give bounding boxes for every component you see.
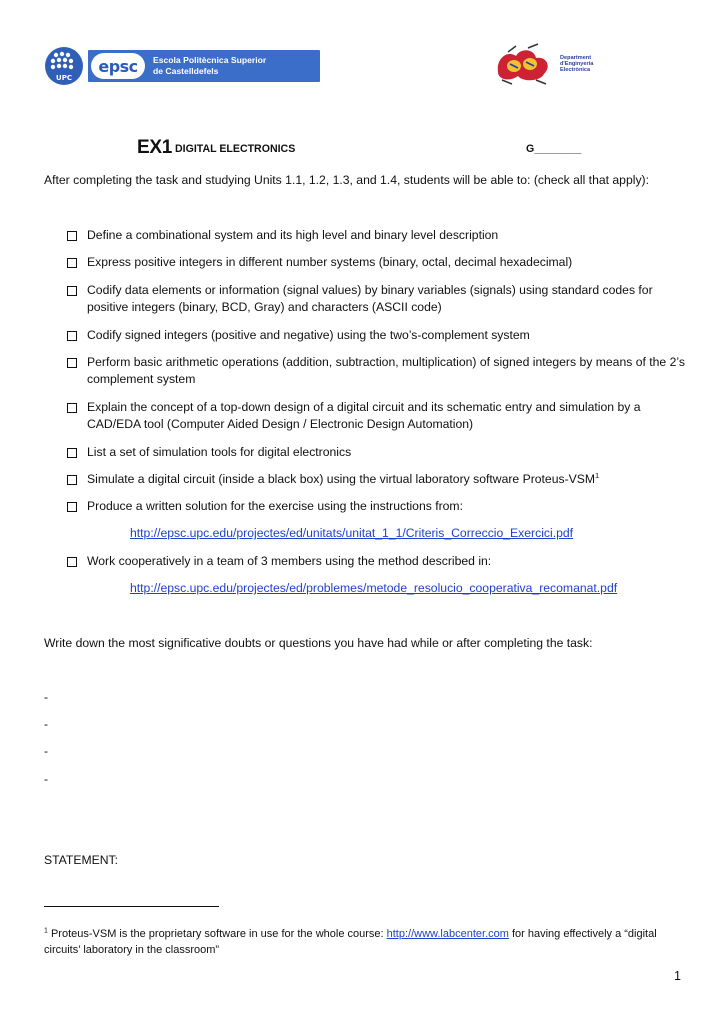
checkbox[interactable]	[67, 448, 77, 458]
checkbox[interactable]	[67, 286, 77, 296]
footnote-marker: 1	[44, 927, 48, 935]
footnote-divider	[44, 906, 219, 907]
doubts-prompt: Write down the most significative doubts or questions you have had while or after completing the task:	[44, 636, 593, 650]
school-name-line1: Escola Politècnica Superior	[153, 55, 267, 65]
checkbox[interactable]	[67, 502, 77, 512]
objective-item	[67, 444, 697, 461]
school-name-line2: de Castelldefels	[153, 66, 219, 76]
objective-item	[67, 399, 697, 433]
footnote	[44, 926, 684, 958]
doubt-line[interactable]: -	[44, 772, 49, 786]
checkbox[interactable]	[67, 258, 77, 268]
checkbox[interactable]	[67, 231, 77, 241]
objective-text: Define a combinational system and its high level and binary level description	[87, 228, 499, 242]
objective-item	[67, 227, 697, 244]
footnote-text-after: for having effectively a “digital circuits’ laboratory in the classroom”	[44, 928, 657, 956]
objective-item	[67, 498, 697, 515]
upc-logo-text: UPC	[56, 74, 72, 82]
objective-item	[67, 354, 697, 388]
checkbox[interactable]	[67, 557, 77, 567]
objective-text: Perform basic arithmetic operations (addition, subtraction, multiplication) of signed integers by means of the 2’s complement system	[87, 355, 685, 386]
page-number: 1	[674, 969, 681, 983]
objective-item	[67, 471, 697, 488]
objective-item	[67, 327, 697, 344]
statement-label: STATEMENT:	[44, 853, 119, 867]
objective-text	[87, 471, 697, 488]
department-logo	[492, 42, 556, 86]
objective-text-main: Simulate a digital circuit (inside a black box) using the virtual laboratory software Proteus-VSM	[87, 472, 596, 486]
doubt-line[interactable]: -	[44, 690, 49, 704]
doubt-line[interactable]: -	[44, 717, 49, 731]
correction-criteria-line	[130, 525, 573, 542]
checkbox[interactable]	[67, 331, 77, 341]
checkbox[interactable]	[67, 475, 77, 485]
school-banner	[88, 50, 320, 82]
school-name	[153, 55, 266, 77]
objective-text: Work cooperatively in a team of 3 members using the method described in:	[87, 554, 492, 568]
objective-item	[67, 282, 697, 316]
objective-text: Express positive integers in different number systems (binary, octal, decimal hexadecimal)	[87, 255, 573, 269]
upc-logo	[44, 46, 84, 86]
checkbox[interactable]	[67, 403, 77, 413]
department-name-line2: d'Enginyeria	[560, 61, 594, 68]
department-name-line3: Electrònica	[560, 67, 591, 74]
objective-text: Produce a written solution for the exercise using the instructions from:	[87, 499, 463, 513]
objective-text: Explain the concept of a top-down design of a digital circuit and its schematic entry and simulation by a CAD/EDA tool (Computer Aided Design / Electronic Design Automation)	[87, 400, 641, 431]
checkbox[interactable]	[67, 358, 77, 368]
footnote-ref[interactable]: 1	[595, 470, 600, 480]
department-name	[560, 55, 593, 74]
objective-item	[67, 254, 697, 271]
course-title: DIGITAL ELECTRONICS	[175, 143, 296, 155]
correction-criteria-link[interactable]: http://epsc.upc.edu/projectes/ed/unitats/unitat_1_1/Criteris_Correccio_Exercici.pdf	[130, 526, 574, 540]
objective-item	[67, 553, 697, 570]
labcenter-link[interactable]: http://www.labcenter.com	[386, 928, 509, 940]
group-field: G________	[526, 143, 582, 155]
epsc-mark: epsc	[91, 53, 145, 79]
cooperative-method-line	[130, 580, 617, 597]
intro-paragraph: After completing the task and studying Units 1.1, 1.2, 1.3, and 1.4, students will be able to: (check all that apply):	[44, 173, 649, 187]
objective-text: List a set of simulation tools for digital electronics	[87, 445, 352, 459]
footnote-text-before: Proteus-VSM is the proprietary software in use for the whole course:	[50, 928, 387, 940]
objective-text: Codify signed integers (positive and negative) using the two’s-complement system	[87, 328, 530, 342]
exercise-code: EX1	[137, 137, 173, 158]
cooperative-method-link[interactable]: http://epsc.upc.edu/projectes/ed/problemes/metode_resolucio_cooperativa_recomanat.pdf	[130, 581, 618, 595]
department-name-line1: Department	[560, 55, 592, 61]
objective-text: Codify data elements or information (signal values) by binary variables (signals) using standard codes for positive integers (binary, BCD, Gray) and characters (ASCII code)	[87, 283, 653, 314]
doubt-line[interactable]: -	[44, 744, 49, 758]
